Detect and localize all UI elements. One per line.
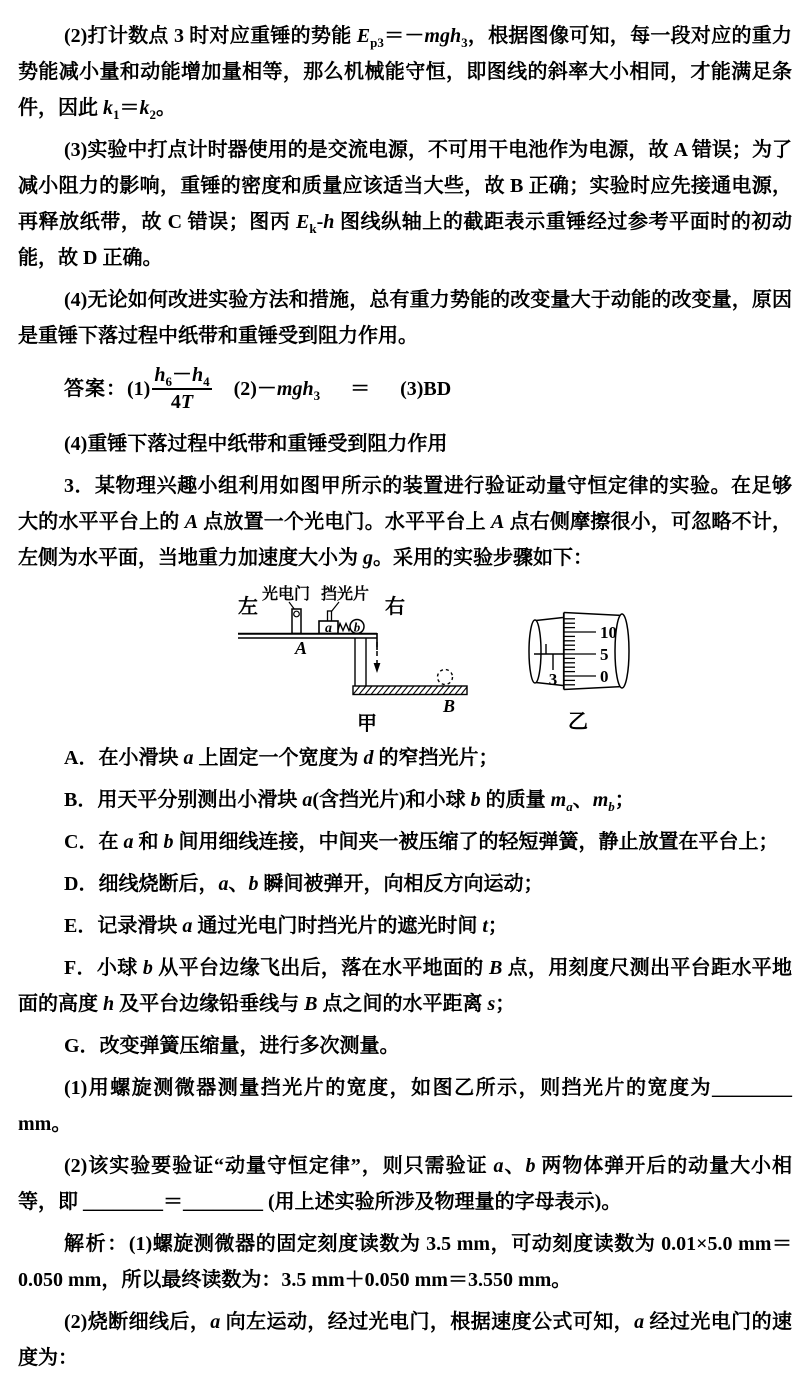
question-part-2: (2)该实验要验证“动量守恒定律”，则只需验证 a、b 两物体弹开后的动量大小相等，即 ________＝________ (用上述实验所涉及物理量的字母表示)。: [18, 1155, 793, 1213]
answer-fraction: [152, 364, 211, 414]
paragraph-explain-2: (2)打计数点 3 时对应重锤的势能 $E_{p3}=-mgh_3$，根据图像可知，每一段对应的重力势能减小量和动能增加量相等，那么机械能守恒，即图线的斜率大小相同，才能满足条件，因此 $k_1=k_2$。: [18, 25, 793, 122]
step-C: C．在 a 和 b 间用细线连接，中间夹一被压缩了的轻短弹簧，静止放置在平台上；: [64, 831, 779, 853]
photogate-icon: [292, 609, 301, 634]
thimble-value-10: 10: [600, 623, 617, 642]
paragraph-explain-3: (3)实验中打点计时器使用的是交流电源，不可用干电池作为电源，故 A 错误；为了减小阻力的影响，重锤的密度和质量应该适当大些，故 B 正确；实验时应先接通电源，再释放纸带，故 C 错误；图丙 $E_k-h$ 图线纵轴上的截距表示重锤经过参考平面时的初动能，故 D 正确。: [18, 139, 792, 269]
answer-part3: (3)BD: [400, 378, 452, 400]
step-E: E．记录滑块 a 通过光电门时挡光片的遮光时间 t；: [64, 915, 508, 937]
paragraph-jiexi: 解析：(1)螺旋测微器的固定刻度读数为 3.5 mm，可动刻度读数为 0.01×5.0 mm＝0.050 mm，所以最终读数为：3.5 mm＋0.050 mm＝3.550 mm。: [18, 1233, 793, 1291]
answer-label: 答案：: [64, 378, 127, 400]
answer-line: [18, 360, 792, 418]
ball-b-label: b: [353, 619, 361, 635]
answer-part2: (2)－mgh$_3$: [233, 378, 321, 403]
answer-part1-prefix: (1): [127, 378, 151, 400]
figure-yi-micrometer-diagram: [520, 592, 662, 732]
shutter-label: 挡光片: [320, 586, 370, 603]
answer-equals: ＝: [350, 378, 371, 400]
step-A: A．在小滑块 a 上固定一个宽度为 d 的窄挡光片；: [64, 747, 499, 769]
figure-yi-caption: 乙: [568, 711, 588, 732]
question-part-1: (1)用螺旋测微器测量挡光片的宽度，如图乙所示，则挡光片的宽度为________ mm。: [18, 1077, 792, 1135]
platform-wall-lines: [355, 638, 366, 686]
micrometer-thimble: [564, 613, 629, 690]
ground-hatched: [353, 686, 467, 695]
shutter-pointer-line: [331, 602, 339, 612]
thimble-ticks: [564, 619, 596, 685]
figure-jia-apparatus-diagram: [225, 582, 475, 732]
step-B: B．用天平分别测出小滑块 a(含挡光片)和小球 b 的质量 $m_a$、$m_b$；: [64, 789, 635, 814]
jia-right-label: 右: [385, 596, 405, 618]
fraction-numerator: $h_6-h_4$: [154, 364, 210, 389]
thimble-value-5: 5: [600, 645, 609, 664]
point-B-label: B: [443, 696, 456, 716]
point-A-label: A: [295, 638, 308, 658]
platform-lines: [238, 633, 377, 650]
photogate-label: 光电门: [261, 586, 311, 603]
paragraph-question-3: 3．某物理兴趣小组利用如图甲所示的装置进行验证动量守恒定律的实验。在足够大的水平平台上的 A 点放置一个光电门。水平平台上 A 点右侧摩擦很小，可忽略不计，左侧为水平面，当地重力加速度大小为 g。采用的实验步骤如下：: [18, 475, 792, 569]
thimble-value-0: 0: [600, 667, 609, 686]
step-G: G．改变弹簧压缩量，进行多次测量。: [64, 1035, 400, 1057]
figure-jia-caption: 甲: [357, 713, 377, 732]
spring-icon: [338, 624, 351, 631]
landed-ball-dashed: [438, 670, 453, 685]
block-a-label: a: [325, 621, 332, 636]
step-D: D．细线烧断后，a、b 瞬间被弹开，向相反方向运动；: [64, 873, 544, 895]
paragraph-explain-4: (4)无论如何改进实验方法和措施，总有重力势能的改变量大于动能的改变量，原因是重锤下落过程中纸带和重锤受到阻力作用。: [18, 289, 792, 347]
fraction-denominator: 4T: [170, 391, 194, 413]
jia-left-label: 左: [238, 596, 258, 618]
figure-row: [0, 582, 792, 732]
fall-arrow-icon: [374, 642, 381, 673]
paragraph-answer-4: (4)重锤下落过程中纸带和重锤受到阻力作用: [64, 433, 448, 455]
step-F: F．小球 b 从平台边缘飞出后，落在水平地面的 B 点，用刻度尺测出平台距水平地面的高度 h 及平台边缘铅垂线与 B 点之间的水平距离 s；: [18, 957, 793, 1015]
main-scale-value: 3: [548, 670, 558, 689]
paragraph-jiexi-2: (2)烧断细线后，a 向左运动，经过光电门，根据速度公式可知，a 经过光电门的速度为：: [18, 1311, 793, 1369]
